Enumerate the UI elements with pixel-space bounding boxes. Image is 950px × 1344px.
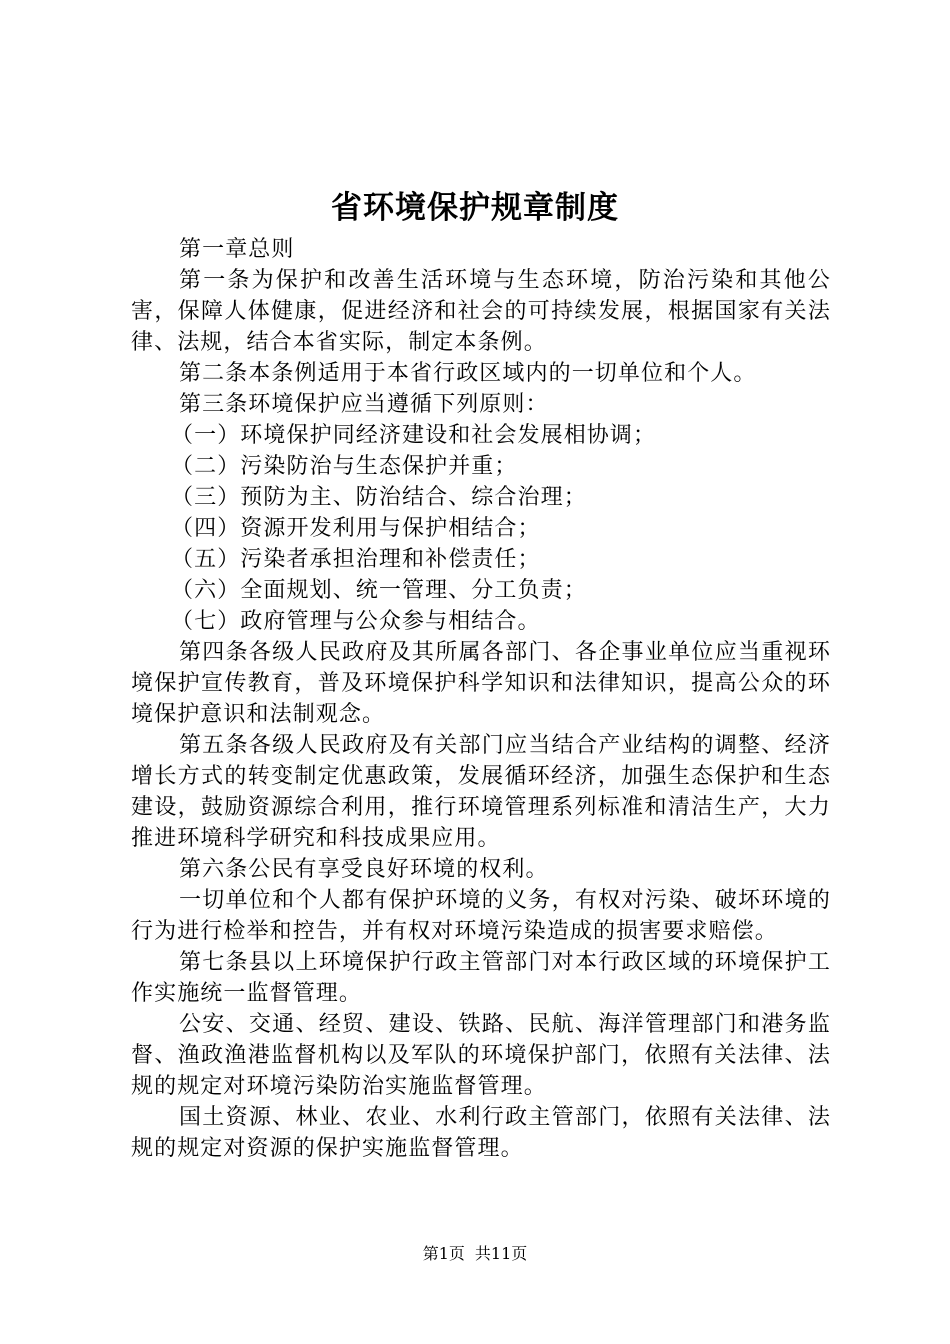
principle-item: （三）预防为主、防治结合、综合治理； — [171, 485, 587, 510]
principle-item: （六）全面规划、统一管理、分工负责； — [171, 578, 587, 603]
article-5: 第五条各级人民政府及有关部门应当结合产业结构的调整、经济增长方式的转变制定优惠政策，发展循环经济，加强生态保护和生态建设，鼓励资源综合利用，推行环境管理系列标准和清洁生产，大力推进环境科学研究和科技成果应用。 — [131, 733, 831, 851]
article-6-paragraph: 一切单位和个人都有保护环境的义务，有权对污染、破坏环境的行为进行检举和控告，并有权对环境污染造成的损害要求赔偿。 — [131, 888, 831, 944]
article-7-paragraph: 国土资源、林业、农业、水利行政主管部门，依照有关法律、法规的规定对资源的保护实施监督管理。 — [131, 1105, 831, 1161]
article-7-paragraph: 公安、交通、经贸、建设、铁路、民航、海洋管理部门和港务监督、渔政渔港监督机构以及军队的环境保护部门，依照有关法律、法规的规定对环境污染防治实施监督管理。 — [131, 1012, 831, 1099]
document-body — [131, 234, 831, 1164]
article-3: 第三条环境保护应当遵循下列原则： — [179, 392, 549, 417]
page-number: 第1页 — [422, 1244, 465, 1263]
document-title: 省环境保护规章制度 — [331, 190, 619, 226]
article-6: 第六条公民有享受良好环境的权利。 — [179, 857, 549, 882]
article-1: 第一条为保护和改善生活环境与生态环境，防治污染和其他公害，保障人体健康，促进经济和社会的可持续发展，根据国家有关法律、法规，结合本省实际，制定本条例。 — [131, 268, 831, 355]
article-2: 第二条本条例适用于本省行政区域内的一切单位和个人。 — [179, 361, 757, 386]
principle-item: （二）污染防治与生态保护并重； — [171, 454, 518, 479]
page-footer — [0, 1243, 950, 1265]
article-7: 第七条县以上环境保护行政主管部门对本行政区域的环境保护工作实施统一监督管理。 — [131, 950, 831, 1006]
principle-item: （四）资源开发利用与保护相结合； — [171, 516, 541, 541]
principle-item: （五）污染者承担治理和补偿责任； — [171, 547, 541, 572]
article-4: 第四条各级人民政府及其所属各部门、各企事业单位应当重视环境保护宣传教育，普及环境保护科学知识和法律知识，提高公众的环境保护意识和法制观念。 — [131, 640, 831, 727]
chapter-heading: 第一章总则 — [179, 237, 295, 262]
principle-item: （一）环境保护同经济建设和社会发展相协调； — [171, 423, 657, 448]
page-total: 共11页 — [474, 1244, 528, 1263]
principle-item: （七）政府管理与公众参与相结合。 — [171, 609, 541, 634]
